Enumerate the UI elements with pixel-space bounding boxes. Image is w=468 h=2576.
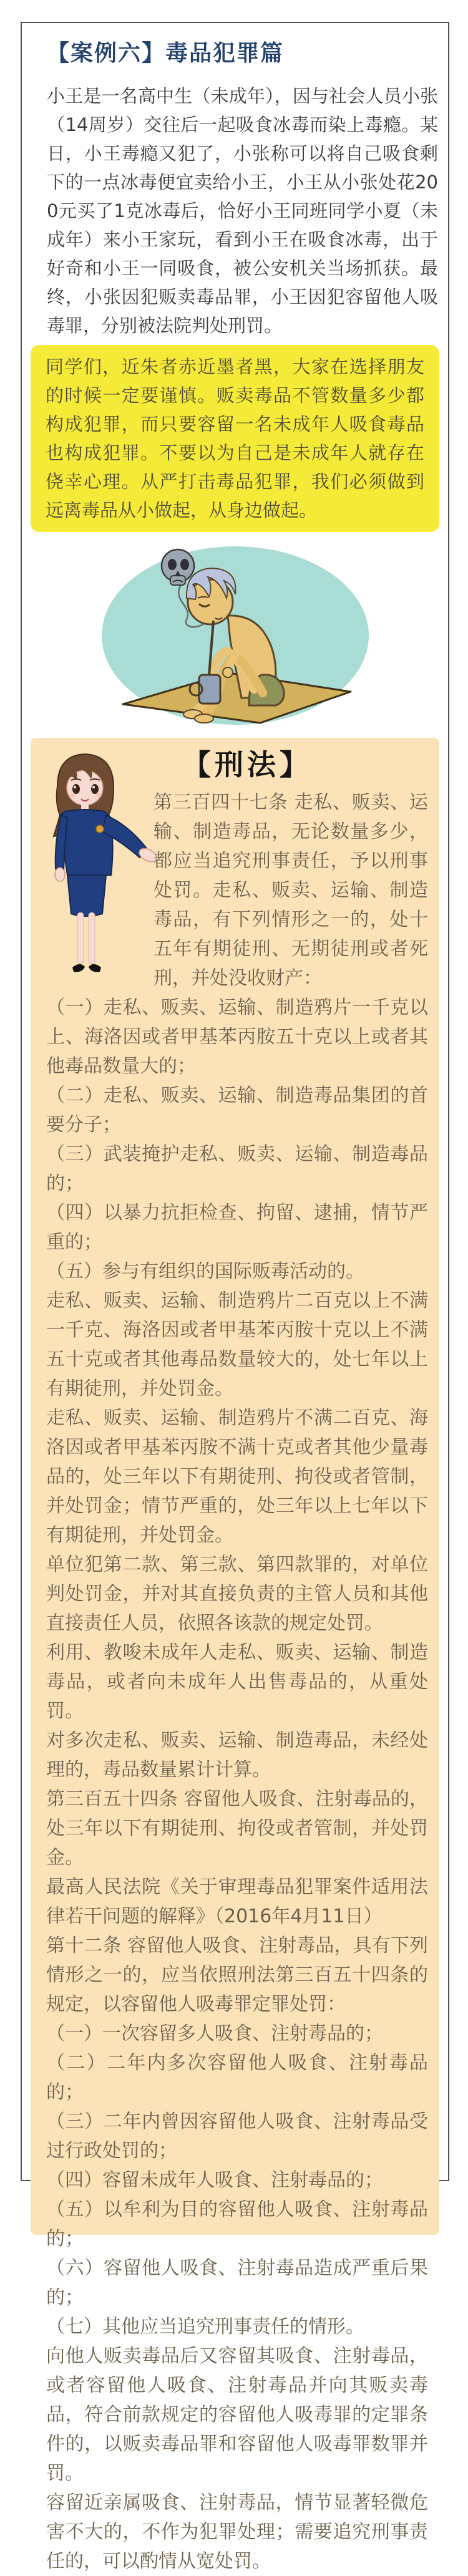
addict-smoking-illustration <box>31 541 439 728</box>
law-paragraph: 容留近亲属吸食、注射毒品，情节显著轻微危害不大的，不作为犯罪处理；需要追究刑事责任的，可以酌情从宽处罚。 <box>46 2492 428 2572</box>
law-paragraph: 第十二条 容留他人吸食、注射毒品，具有下列情形之一的，应当依照刑法第三百五十四条的规定，以容留他人吸毒罪定罪处罚： <box>46 1935 428 2015</box>
advice-highlight-block: 同学们，近朱者赤近墨者黑，大家在选择朋友的时候一定要谨慎。贩卖毒品不管数量多少都构成犯罪，而只要容留一名未成年人吸食毒品也构成犯罪。不要以为自己是未成年人就存在侥幸心理。从严打击毒品犯罪，我们必须做到远离毒品从小做起，从身边做起。 <box>31 345 439 532</box>
hand-down <box>55 868 65 881</box>
law-paragraph: （六）容留他人吸食、注射毒品造成严重后果的； <box>46 2257 428 2308</box>
law-paragraph: （四）容留未成年人吸食、注射毒品的； <box>46 2169 383 2191</box>
law-paragraph: （五）参与有组织的国际贩毒活动的。 <box>46 1261 364 1282</box>
law-paragraph: （七）其他应当追究刑事责任的情形。 <box>46 2316 364 2338</box>
shoe <box>89 964 101 972</box>
law-section-title: 【刑法】 <box>182 748 312 782</box>
law-section-box <box>31 738 439 2572</box>
smoker-scene-svg <box>85 541 385 728</box>
law-paragraph: 单位犯第二款、第三款、第四款罪的，对单位判处罚金，并对其直接负责的主管人员和其他直接责任人员，依照各该款的规定处罚。 <box>46 1554 428 1634</box>
law-paragraph: （一）一次容留多人吸食、注射毒品的； <box>46 2023 383 2045</box>
case-paragraph: 小王是一名高中生（未成年），因与社会人员小张（14周岁）交往后一起吸食冰毒而染上毒瘾。某日，小王毒瘾又犯了，小张称可以将自己吸食剩下的一点冰毒便宜卖给小王，小王从小张处花200元买了1克冰毒后，恰好小王同班同学小夏（未成年）来小王家玩，看到小王在吸食冰毒，出于好奇和小王一同吸食，被公安机关当场抓获。最终，小张因犯贩卖毒品罪，小王因犯容留他人吸毒罪，分别被法院判处刑罚。 <box>47 85 438 336</box>
badge <box>96 825 104 833</box>
content-inner <box>22 23 448 2572</box>
policewoman-svg <box>46 749 165 977</box>
law-paragraph: 对多次走私、贩卖、运输、制造毒品，未经处理的，毒品数量累计计算。 <box>46 1730 428 1781</box>
law-paragraph: （一）走私、贩卖、运输、制造鸦片一千克以上、海洛因或者甲基苯丙胺五十克以上或者其他毒品数量大的； <box>46 997 428 1077</box>
law-paragraph: 最高人民法院《关于审理毒品犯罪案件适用法律若干问题的解释》（2016年4月11日） <box>46 1876 428 1927</box>
law-paragraph: （二）二年内多次容留他人吸食、注射毒品的； <box>46 2052 428 2103</box>
shoe <box>72 964 85 972</box>
law-paragraph: 第三百四十七条 走私、贩卖、运输、制造毒品，无论数量多少，都应当追究刑事责任，予以刑事处罚。走私、贩卖、运输、制造毒品，有下列情形之一的，处十五年有期徒刑、无期徒刑或者死刑，并处没收财产： <box>154 792 428 989</box>
law-paragraph: （三）武装掩护走私、贩卖、运输、制造毒品的； <box>46 1143 428 1194</box>
page-title: 【案例六】毒品犯罪篇 <box>47 40 285 66</box>
law-paragraph: （五）以牟利为目的容留他人吸食、注射毒品的； <box>46 2199 428 2250</box>
content-frame <box>21 22 449 2572</box>
leg <box>77 913 84 964</box>
law-paragraphs <box>46 788 428 2576</box>
law-paragraph: （二）走私、贩卖、运输、制造毒品集团的首要分子； <box>46 1085 428 1136</box>
law-paragraph: 走私、贩卖、运输、制造鸦片不满二百克、海洛因或者甲基苯丙胺不满十克或者其他少量毒品的，处三年以下有期徒刑、拘役或者管制，并处罚金；情节严重的，处三年以上七年以下有期徒刑，并处罚金。 <box>46 1407 428 1546</box>
law-paragraph: （三）二年内曾因容留他人吸食、注射毒品受过行政处罚的； <box>46 2111 428 2162</box>
policewoman-presenting-illustration <box>46 749 140 977</box>
skirt <box>67 875 106 916</box>
law-paragraph: 走私、贩卖、运输、制造鸦片二百克以上不满一千克、海洛因或者甲基苯丙胺十克以上不满五十克或者其他毒品数量较大的，处七年以上有期徒刑，并处罚金。 <box>46 1290 428 1400</box>
law-paragraph: 利用、教唆未成年人走私、贩卖、运输、制造毒品，或者向未成年人出售毒品的，从重处罚。 <box>46 1642 428 1722</box>
law-paragraph: 第三百五十四条 容留他人吸食、注射毒品的，处三年以下有期徒刑、拘役或者管制，并处罚金。 <box>46 1788 428 1869</box>
leg <box>89 913 95 964</box>
law-paragraph: （四）以暴力抗拒检查、拘留、逮捕，情节严重的； <box>46 1202 428 1253</box>
law-paragraph: 向他人贩卖毒品后又容留其吸食、注射毒品，或者容留他人吸食、注射毒品并向其贩卖毒品，符合前款规定的容留他人吸毒罪的定罪条件的，以贩卖毒品罪和容留他人吸毒罪数罪并罚。 <box>46 2345 428 2484</box>
